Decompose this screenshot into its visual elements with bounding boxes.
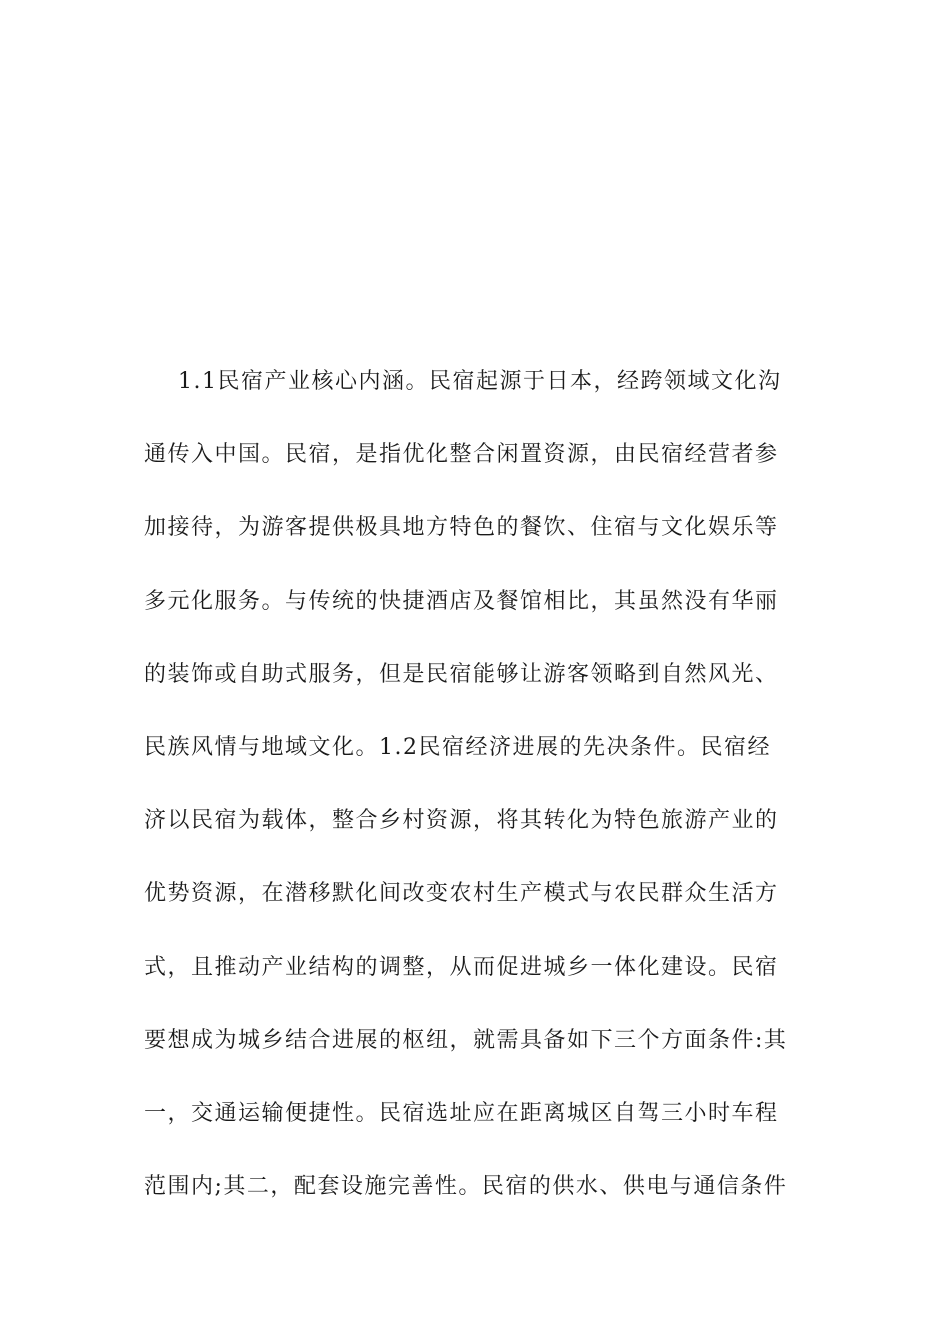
- paragraph-line: 济以民宿为载体，整合乡村资源，将其转化为特色旅游产业的: [144, 808, 779, 834]
- paragraph-line: 1.1民宿产业核心内涵。民宿起源于日本，经跨领域文化沟: [178, 369, 782, 394]
- paragraph-line: 民族风情与地域文化。1.2民宿经济进展的先决条件。民宿经: [144, 734, 771, 760]
- paragraph-line: 一，交通运输便捷性。民宿选址应在距离城区自驾三小时车程: [144, 1100, 779, 1126]
- paragraph-line: 多元化服务。与传统的快捷酒店及餐馆相比，其虽然没有华丽: [144, 588, 779, 614]
- paragraph-line: 的装饰或自助式服务，但是民宿能够让游客领略到自然风光、: [144, 661, 779, 687]
- paragraph-line: 加接待，为游客提供极具地方特色的餐饮、住宿与文化娱乐等: [144, 515, 779, 541]
- body-paragraph: [144, 356, 808, 1234]
- paragraph-line: 要想成为城乡结合进展的枢纽，就需具备如下三个方面条件:其: [144, 1027, 788, 1053]
- paragraph-line: 优势资源，在潜移默化间改变农村生产模式与农民群众生活方: [144, 881, 779, 907]
- paragraph-line: 范围内;其二，配套设施完善性。民宿的供水、供电与通信条件: [144, 1174, 788, 1200]
- paragraph-line: 通传入中国。民宿，是指优化整合闲置资源，由民宿经营者参: [144, 442, 779, 468]
- paragraph-line: 式，且推动产业结构的调整，从而促进城乡一体化建设。民宿: [144, 954, 779, 980]
